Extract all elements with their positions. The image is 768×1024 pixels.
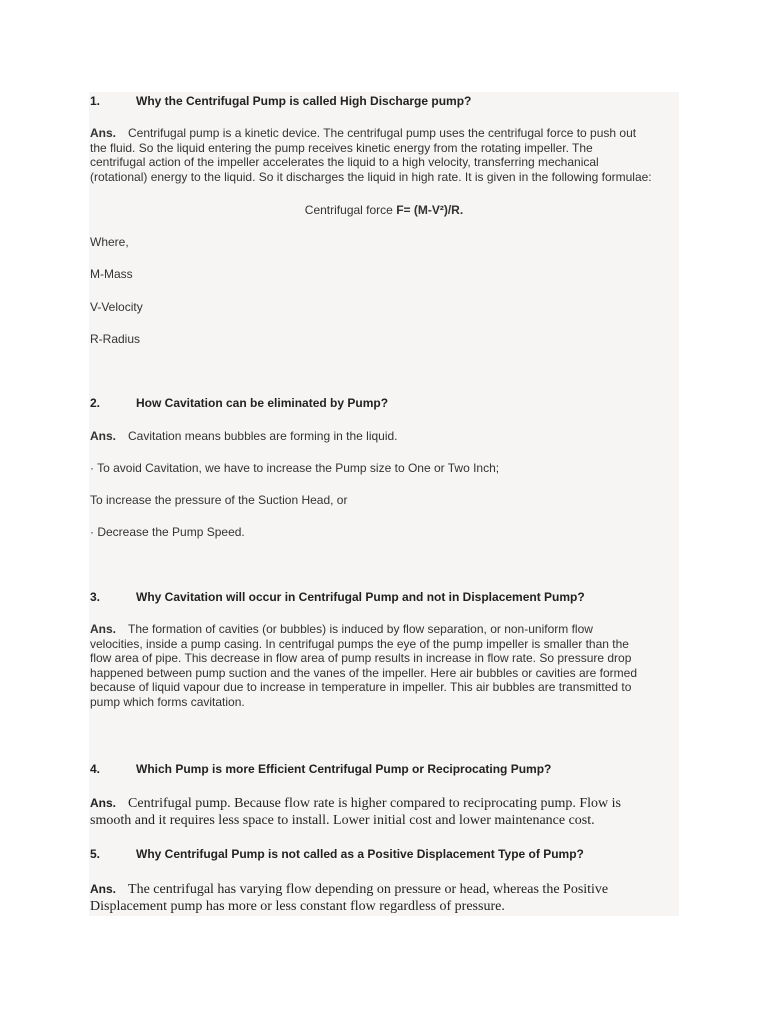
question-text: Why Cavitation will occur in Centrifugal Pump and not in Displacement Pump? [136,590,585,604]
question-text: Why the Centrifugal Pump is called High Discharge pump? [136,94,472,108]
formula-prefix: Centrifugal force [304,203,397,217]
answer-2 [90,429,398,444]
question-1 [90,94,471,109]
question-4 [90,762,551,777]
answer-4 [90,795,621,829]
answer-label: Ans. [90,882,117,896]
answer-line: The formation of cavities (or bubbles) is induced by flow separation, or non-uniform flow [128,622,593,636]
question-3 [90,590,585,605]
question-text: Which Pump is more Efficient Centrifugal Pump or Reciprocating Pump? [136,762,552,776]
question-number: 5. [90,847,101,861]
answer-3 [90,622,637,709]
answer-line: velocities, inside a pump casing. In centrifugal pumps the eye of the pump impeller is smaller than the [90,636,629,651]
answer-line: the fluid. So the liquid entering the pump receives kinetic energy from the rotating impeller. The [90,140,593,155]
question-number: 3. [90,590,101,604]
answer-line: The centrifugal has varying flow depending on pressure or head, whereas the Positive [128,882,609,897]
answer-label: Ans. [90,622,117,636]
question-number: 4. [90,762,101,776]
definition-velocity: V-Velocity [90,300,143,314]
answer-label: Ans. [90,796,117,810]
answer-line: Centrifugal pump. Because flow rate is higher compared to reciprocating pump. Flow is [128,796,621,811]
formula-line [89,203,679,218]
answer-label: Ans. [90,126,117,140]
point-2: To increase the pressure of the Suction Head, or [90,493,348,507]
question-2 [90,396,388,411]
definition-mass: M-Mass [90,267,133,281]
point-1: · To avoid Cavitation, we have to increase the Pump size to One or Two Inch; [90,461,500,475]
definition-radius: R-Radius [90,332,141,346]
answer-5 [90,881,608,915]
question-5 [90,847,584,862]
where-label: Where, [90,235,129,249]
answer-line: centrifugal action of the impeller accelerates the liquid to a high velocity, transferring mechanical [90,155,599,169]
answer-line: Displacement pump has more or less constant flow regardless of pressure. [90,899,505,914]
answer-1 [90,126,652,184]
answer-line: because of liquid vapour due to increase in temperature in impeller. This air bubbles are transmitted to [90,680,632,694]
answer-label: Ans. [90,429,117,443]
question-text: How Cavitation can be eliminated by Pump? [136,396,389,410]
answer-line: smooth and it requires less space to install. Lower initial cost and lower maintenance cost. [90,813,595,828]
question-text: Why Centrifugal Pump is not called as a Positive Displacement Type of Pump? [136,847,584,861]
answer-line: (rotational) energy to the liquid. So it discharges the liquid in high rate. It is given in the following formulae: [90,169,652,184]
answer-line: Centrifugal pump is a kinetic device. The centrifugal pump uses the centrifugal force to push out [128,126,637,140]
answer-line: flow area of pipe. This decrease in flow area of pump results in increase in flow rate. So pressure drop [90,651,632,665]
question-number: 2. [90,396,101,410]
answer-line: pump which forms cavitation. [90,694,245,709]
question-number: 1. [90,94,101,108]
answer-line: Cavitation means bubbles are forming in the liquid. [128,429,398,443]
formula: F= (M-V²)/R. [396,203,464,217]
answer-line: happened between pump suction and the vanes of the impeller. Here air bubbles or cavities are formed [90,665,637,680]
point-3: · Decrease the Pump Speed. [90,525,245,539]
